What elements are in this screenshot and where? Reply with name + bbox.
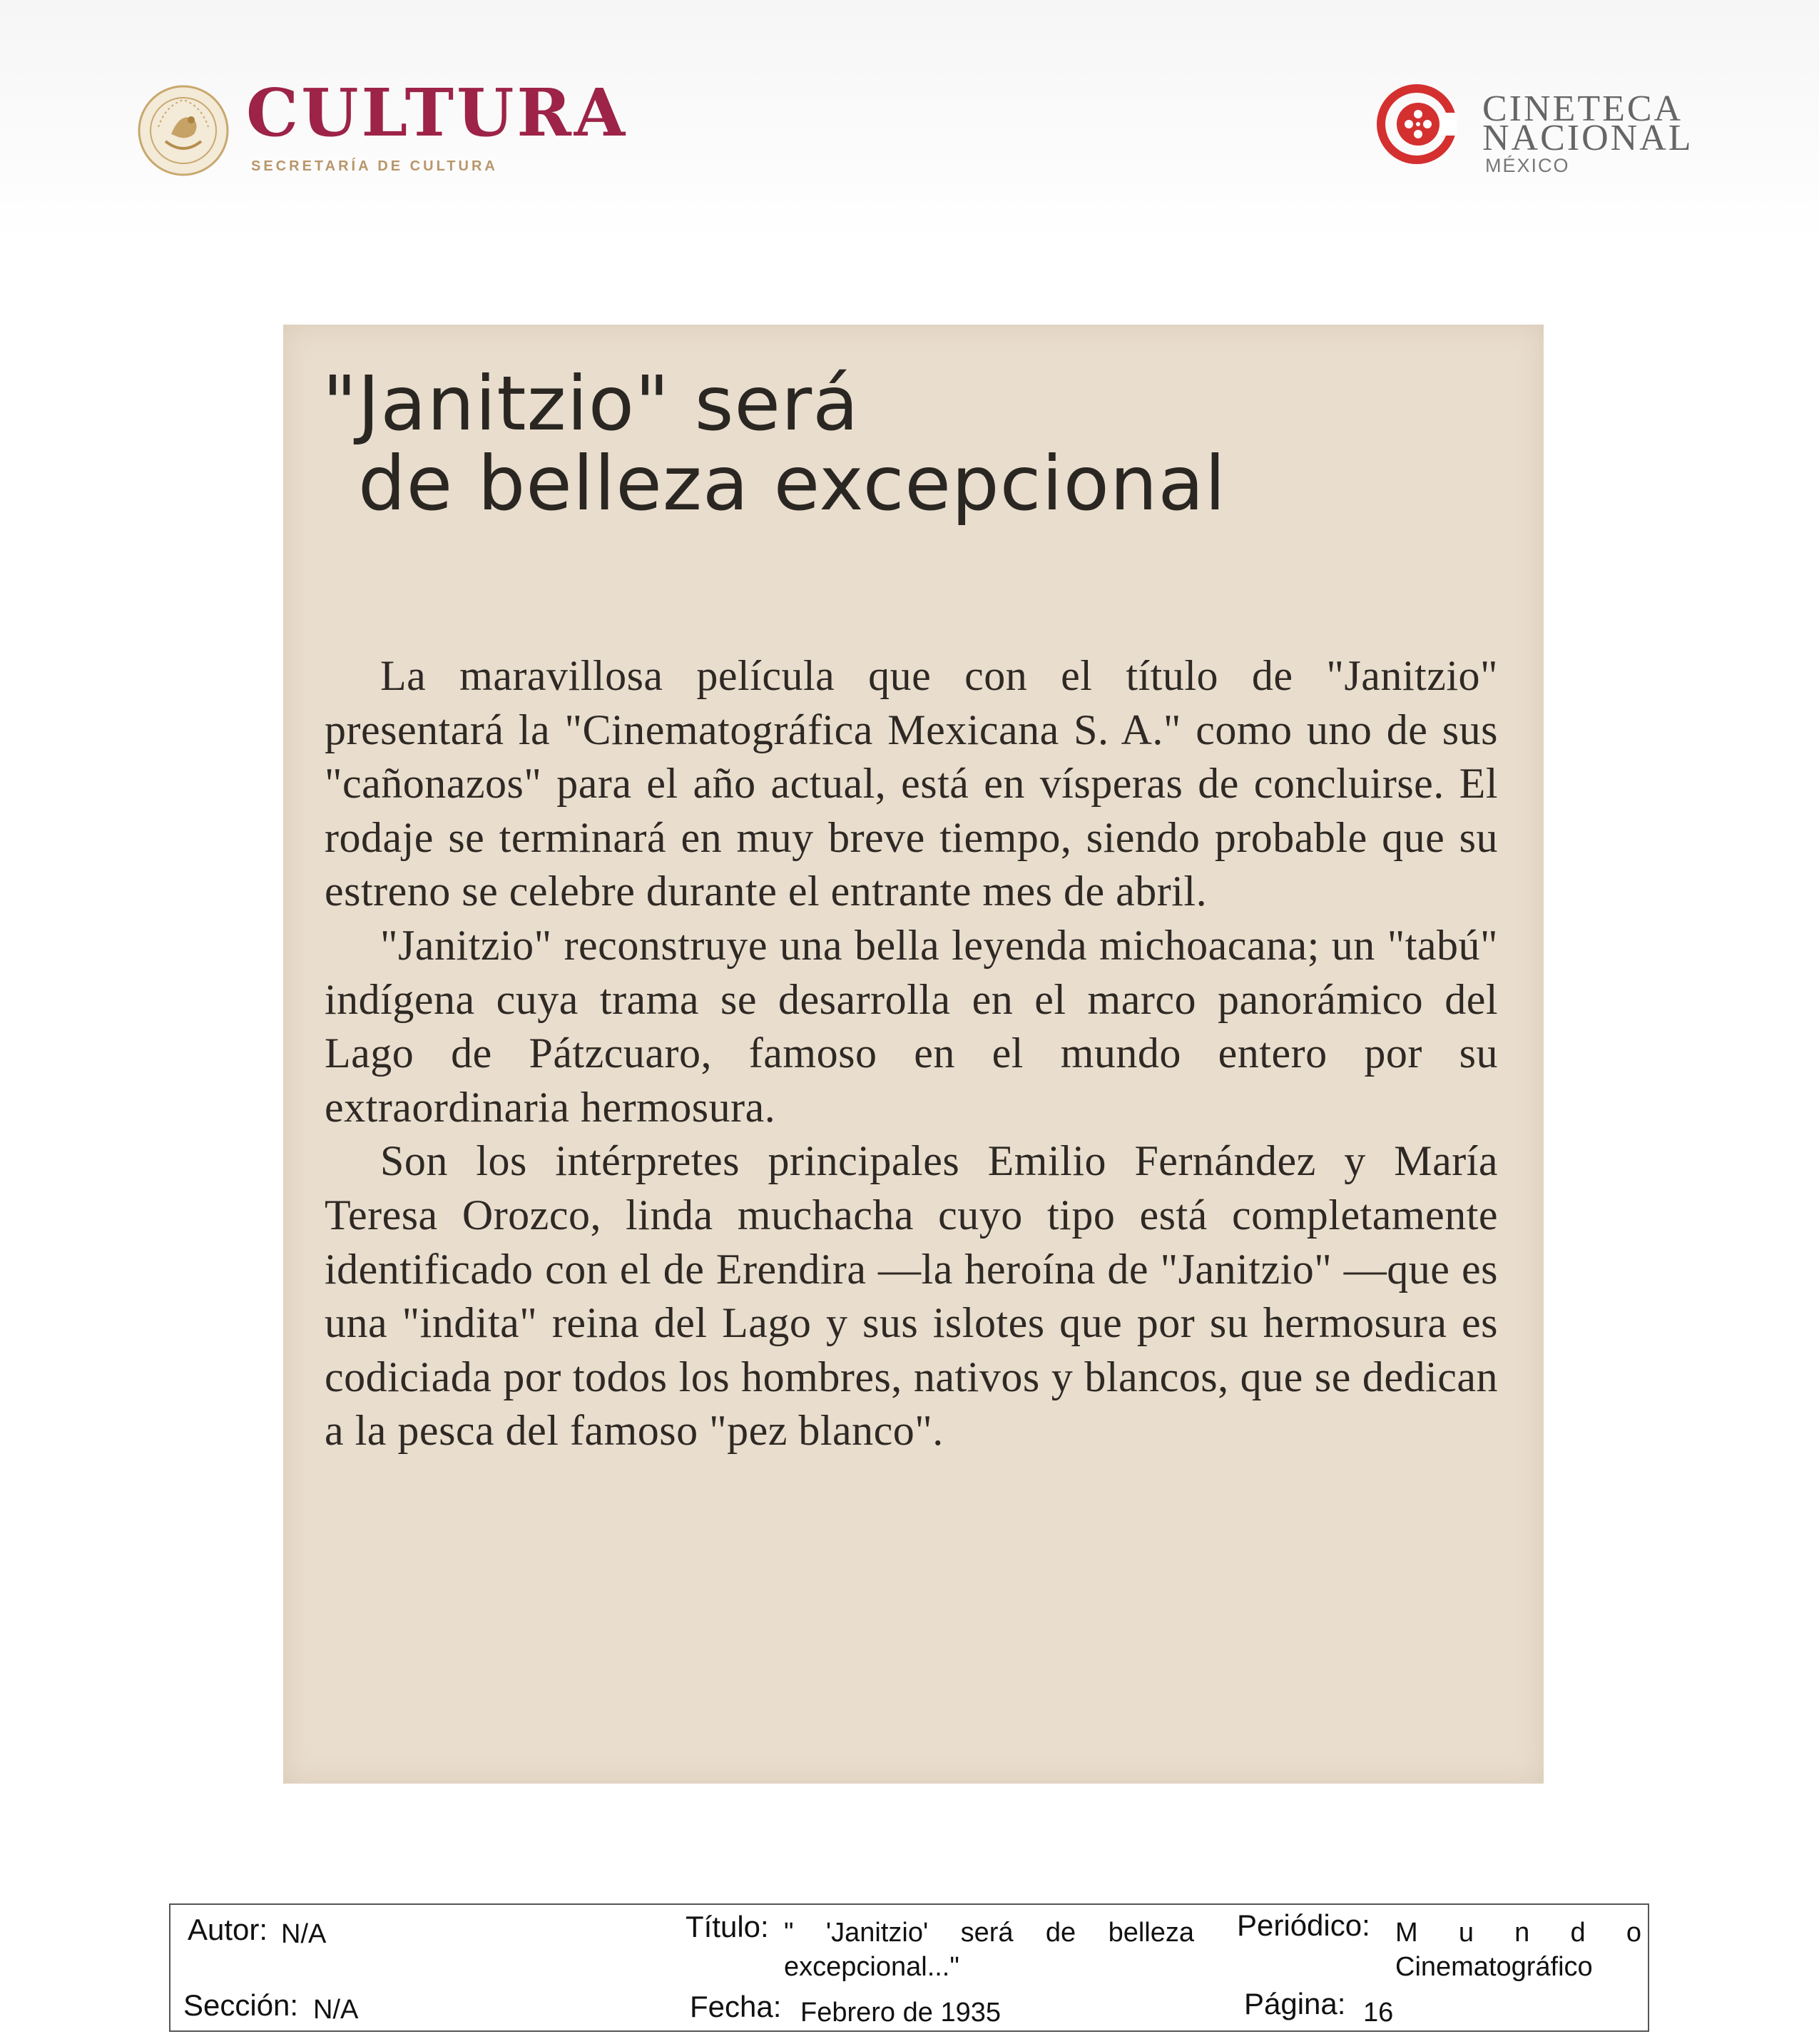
cineteca-logo-line1: CINETECA: [1482, 88, 1683, 129]
newspaper-clipping: [283, 325, 1544, 1784]
article-body: [325, 649, 1498, 1458]
fecha-label: Fecha:: [690, 1990, 782, 2023]
periodico-letter: o: [1626, 1918, 1641, 1948]
pagina-label: Página:: [1244, 1987, 1346, 2020]
periodico-label: Periódico:: [1237, 1908, 1370, 1942]
article-paragraph-3: Son los intérpretes principales Emilio Fernández y María Teresa Orozco, linda muchacha cuyo tipo está completamente identificado con el de Erendira —la heroína de "Janitzio" —que es una "indita" reina del Lago y sus islotes que por su hermosura es codiciada por todos los hombres, nativos y blancos, que se dedican a la pesca del famoso "pez blanco".: [325, 1137, 1498, 1455]
cineteca-logo-country: MÉXICO: [1485, 155, 1570, 176]
seccion-label: Sección:: [183, 1988, 299, 2022]
autor-value: N/A: [281, 1919, 327, 1949]
autor-label: Autor:: [188, 1913, 268, 1946]
periodico-letter: M: [1395, 1918, 1418, 1948]
seccion-value: N/A: [313, 1995, 359, 2025]
pagina-value: 16: [1363, 1998, 1394, 2028]
fecha-value: Febrero de 1935: [800, 1998, 1001, 2028]
titulo-value: " 'Janitzio' será de belleza excepcional...": [784, 1918, 1194, 1982]
periodico-letter: n: [1514, 1918, 1530, 1948]
article-paragraph-1: La maravillosa película que con el título de "Janitzio" presentará la "Cinematográfica Mexicana S. A." como uno de sus "cañonazos" para el año actual, está en vísperas de concluirse. El rodaje se terminará en muy breve tiempo, siendo probable que su estreno se celebre durante el entrante mes de abril.: [325, 652, 1498, 915]
article-paragraph-2: "Janitzio" reconstruye una bella leyenda michoacana; un "tabú" indígena cuya trama se desarrolla en el marco panorámico del Lago de Pátzcuaro, famoso en el mundo entero por su extraordinaria hermosura.: [325, 921, 1498, 1131]
headline-line-2: de belleza excepcional: [358, 440, 1226, 528]
cineteca-film-reel-icon: [1377, 84, 1457, 164]
article-headline: [322, 360, 1535, 528]
titulo-label: Título:: [686, 1910, 769, 1943]
periodico-value: [1395, 1916, 1641, 1984]
metadata-box: [169, 1903, 1649, 2032]
periodico-letter: d: [1570, 1918, 1586, 1948]
headline-line-1: "Janitzio" será: [322, 360, 860, 447]
mexican-coat-of-arms-seal-icon: [137, 84, 230, 177]
cultura-logo-wordmark: CULTURA: [246, 74, 628, 151]
periodico-value-line1: [1395, 1916, 1641, 1951]
cineteca-logo-line2: NACIONAL: [1482, 118, 1693, 158]
periodico-letter: u: [1458, 1918, 1474, 1948]
cultura-logo-subtitle: SECRETARÍA DE CULTURA: [251, 158, 498, 174]
periodico-value-line2: Cinematográfico: [1395, 1951, 1593, 1982]
